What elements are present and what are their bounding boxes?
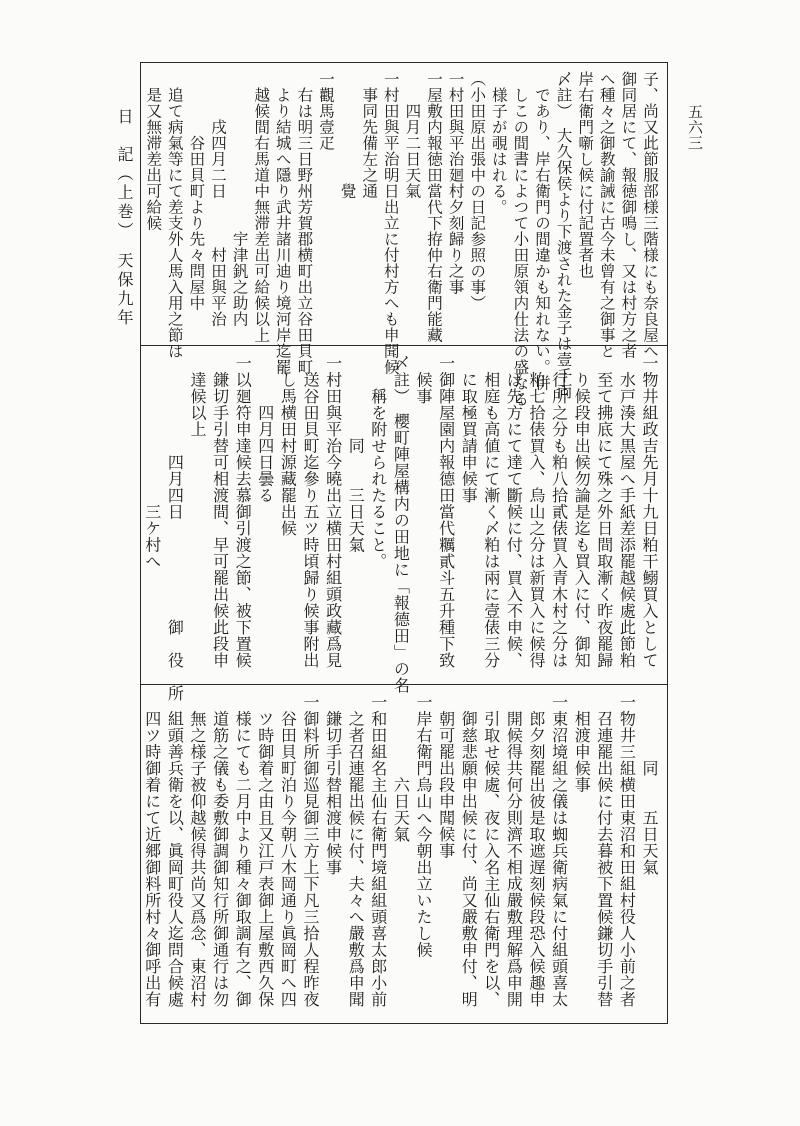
text-column: に取極買請申候事 <box>459 355 479 504</box>
text-column: 粕七拾俵買入、烏山之分は新買入に候得 <box>526 355 546 669</box>
text-column: 組頭善兵衛を以、眞岡町役人迄問合候處 <box>165 694 185 1008</box>
text-column: 御慈悲願申出候に付、尚又嚴敷申付、明 <box>459 694 479 1008</box>
text-column: 一物井三組横田東沼和田組村役人小前之者 <box>617 694 637 1008</box>
text-column: 様子が覗はれる。 <box>489 71 508 215</box>
text-column: 相渡申候事 <box>572 694 592 793</box>
text-column: 宇津釩之助内 <box>230 71 249 327</box>
text-column: 追て病氣等にて差支外人馬入用之節は <box>165 71 184 359</box>
text-column: 〆註） 大久保侯より下渡された金子は壹千両 <box>554 71 573 400</box>
text-column: へ種々之御教諭誡に古今未曾有之御事と <box>597 71 616 359</box>
text-column: 四月四日 御 役 所 <box>165 355 185 702</box>
text-column: 稱を附せられたること。 <box>368 355 388 570</box>
text-column: であり、岸右衛門の間違かも知れない。併 <box>532 71 551 391</box>
text-column: 引取せ候處、夜に入名主仙右衛門を以、 <box>481 694 501 1008</box>
text-column: （小田原出張中の日記参照の事） <box>468 71 487 311</box>
band-divider <box>141 684 667 685</box>
text-frame <box>140 62 668 1024</box>
text-column: 越候間右馬道中無滞差出可給候以上 <box>252 71 271 343</box>
text-column: 一和田組名主仙右衛門境組組頭喜太郎小前 <box>368 694 388 1008</box>
text-column: 四月四日曇る <box>255 355 275 504</box>
text-column: 一村田與平治明日出立に付村方へも申聞候 <box>381 71 400 375</box>
running-header: 日 記（上巻） 天保九年 <box>115 108 134 328</box>
text-column: 同 三日天氣 <box>346 355 366 553</box>
text-column: 四ツ時御着にて近郷御料所村々御呼出有 <box>142 694 162 1008</box>
text-column: 子、尚又此節服部様三階様にも奈良屋へ <box>640 71 659 359</box>
text-column: しこの間書によつて小田原領内仕法の盛なる <box>511 71 530 407</box>
text-column: ば先方にて達て斷候に付、買入不申候、 <box>504 355 524 669</box>
text-column: 同 五日天氣 <box>639 694 659 876</box>
text-column: 四月二日天氣 <box>403 71 422 199</box>
text-column: 様にても二月中より種々御取調有之、御 <box>233 694 253 1008</box>
text-column: 至て拂底にて殊之外日間取漸く昨夜罷歸 <box>594 355 614 669</box>
text-column: し馬横田村源藏罷出候 <box>278 355 298 537</box>
text-column: 三ケ村へ <box>142 355 162 570</box>
text-column: 一村田與平治廻村夕刻歸り之事 <box>446 71 465 295</box>
page-number: 五六三 <box>686 104 704 151</box>
text-column: 鎌切手引替相渡申候事 <box>323 694 343 876</box>
text-column: ツ時御着之由且又江戸表御上屋敷西久保 <box>255 694 275 1008</box>
text-column: 達候以上 <box>187 355 207 438</box>
text-column: 〆註） 櫻町陣屋構内の田地に「報德田」の名 <box>391 355 411 694</box>
text-column: 戌四月二日 村田與平治 <box>208 71 227 327</box>
text-column: 谷田貝町より先々問屋中 <box>187 71 206 311</box>
text-column: 岸右衛門噺し候に付記置者也 <box>576 71 595 279</box>
text-column: 事同先備左之通 <box>360 71 379 199</box>
text-column: 御同居にて、報徳御鳴し、又は村方之者 <box>619 71 638 359</box>
text-column: 送谷田貝町迄參り五ツ時頃歸り候事附出 <box>300 355 320 669</box>
text-column: 朝可罷出段申聞候事 <box>436 694 456 859</box>
text-column: 相庭も高値にて漸く〆粕は兩に壹俵三分 <box>481 355 501 669</box>
text-column: 是又無滞差出可給候 <box>144 71 163 231</box>
text-column: 一屋敷内報徳田當代下拵仲右衛門能藏 <box>424 71 443 343</box>
text-column: 道筋之儀も委敷御調御知行所御通行は勿 <box>210 694 230 1008</box>
text-column: 谷田貝町泊り今朝八木岡通り眞岡町へ四 <box>278 694 298 1008</box>
text-column: 右は明三日野州芳賀郡横町出立谷田貝町 <box>295 71 314 375</box>
text-band-middle <box>141 347 667 702</box>
text-column: 一御料所御巡見御三方上下凡三拾人程昨夜 <box>300 694 320 1008</box>
text-column: 鎌切手引替可相渡間、早可罷出候此段申 <box>210 355 230 669</box>
text-column: 之者召連罷出候に付、夫々へ嚴敷爲申聞 <box>346 694 366 1008</box>
text-column: 候事 <box>413 355 433 405</box>
text-column: 水戸湊大黒屋へ手紙差添罷越候處此節粕 <box>617 355 637 669</box>
text-column: 郎夕刻罷出彼是取遮遅刻候段恐入候趣申 <box>526 694 546 1008</box>
text-column: 一東沼境組之儀は蜘兵衛病氣に付組頭喜太 <box>549 694 569 1008</box>
text-column: 一岸右衛門烏山へ今朝出立いたし候 <box>413 694 433 958</box>
text-column: 無之様子被仰越候得共尚又爲念、東沼村 <box>187 694 207 1008</box>
band-divider <box>141 345 667 346</box>
text-column: 一物井組政吉先月十九日粕干鰯買入として <box>639 355 659 669</box>
text-band-bottom <box>141 686 667 1023</box>
text-column: 一御陣屋園内報德田當代糲貳斗五升種下致 <box>436 355 456 669</box>
text-column: 覺 <box>338 71 357 199</box>
text-column: 六日天氣 <box>391 694 411 843</box>
text-column: 召連罷出候に付去暮被下置候鎌切手引替 <box>594 694 614 1008</box>
text-column: 一以廻符申達候去慕御引渡之節、被下置候 <box>233 355 253 669</box>
text-column: より結城へ隱り武井諸川迪り境河岸迄罷 <box>273 71 292 375</box>
text-column: 開候得共何分則濟不相成嚴敷理解爲申開 <box>504 694 524 1008</box>
text-column: 行所之分も粕八拾貳俵買入青木村之分は <box>549 355 569 669</box>
text-column: 一觀馬壹疋 <box>316 71 335 151</box>
text-column: 一村田與平治今曉出立横田村組頭政藏爲見 <box>323 355 343 669</box>
text-column: り候段申出候勿論是迄も買入に付、御知 <box>572 355 592 669</box>
